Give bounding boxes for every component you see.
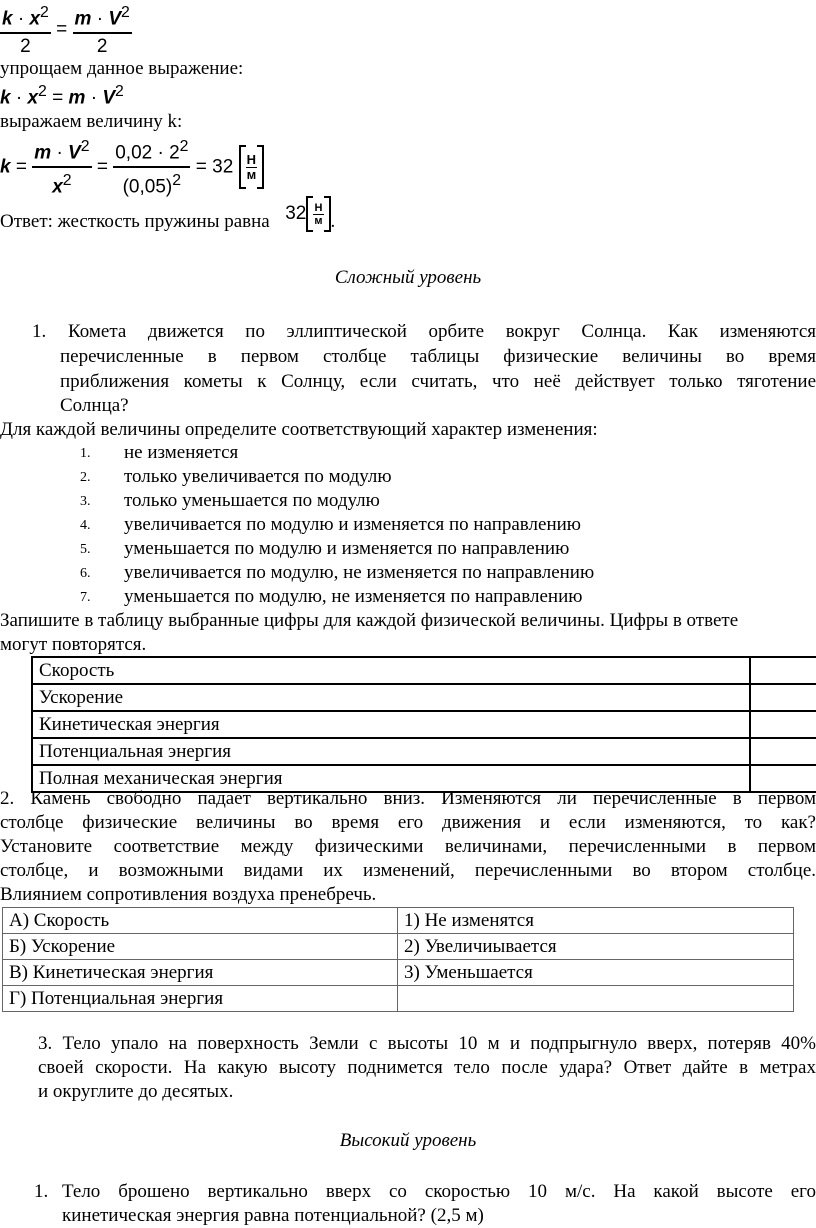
task3-line-3: и округлите до десятых. (38, 1081, 234, 1102)
formula-k-fraction-2: $\frac{0,02 \cdot 2^2}{(0,05)^2}$ (113, 134, 190, 201)
table-row (3, 908, 794, 934)
formula-rhs-fraction: $\frac{m \cdot V^2}{2}$ (73, 0, 132, 60)
simplify-text: упрощаем данное выражение: (0, 58, 244, 79)
task1-line-2: перечисленные в первом столбце таблицы физические величины во время (60, 346, 816, 367)
table-cell-quantity: Б) Ускорение (3, 934, 398, 960)
table-row (32, 711, 816, 738)
table-cell-quantity: В) Кинетическая энергия (3, 960, 398, 986)
table-row (32, 738, 816, 765)
task2-line-4: столбце, и возможными видами их изменений, перечисленными во втором столбце. (0, 860, 816, 881)
table-cell-answer[interactable] (750, 711, 816, 738)
answer-value: 32 $\frac{Н}{м}$ (285, 196, 330, 232)
option-text: только уменьшается по модулю (124, 490, 380, 511)
task2-matching-table (2, 907, 794, 1012)
formula-energy-equation (0, 0, 132, 60)
option-number: 7. (80, 590, 91, 605)
task1-write-line-1: Запишите в таблицу выбранные цифры для каждой физической величины. Цифры в ответе (0, 610, 739, 631)
table-cell-quantity: Потенциальная энергия (32, 738, 750, 765)
table-row (3, 960, 794, 986)
table-row (3, 986, 794, 1012)
option-text: увеличивается по модулю, не изменяется по направлению (124, 562, 595, 583)
option-number: 3. (80, 494, 91, 509)
table-cell-quantity: Скорость (32, 657, 750, 684)
task1-line-1: Комета движется по эллиптической орбите вокруг Солнца. Как изменяются (68, 321, 816, 342)
table-cell-quantity: Кинетическая энергия (32, 711, 750, 738)
table-cell-answer[interactable] (750, 657, 816, 684)
formula-k-fraction-1: $\frac{m \cdot V^2}{x^2}$ (32, 134, 91, 201)
task1-number: 1. (32, 321, 47, 342)
formula-lhs-fraction: $\frac{k \cdot x^2}{2}$ (0, 0, 51, 60)
table-cell-quantity: А) Скорость (3, 908, 398, 934)
option-text: уменьшается по модулю и изменяется по направлению (124, 538, 570, 559)
table-row (32, 657, 816, 684)
formula-k-unit: $\frac{Н}{м}$ (246, 151, 257, 182)
task4-number: 1. (34, 1181, 49, 1202)
answer-text: Ответ: жесткость пружины равна (0, 211, 270, 232)
formula-k: k = $\frac{m \cdot V^2}{x^2}$ = $\frac{0,02 \cdot 2^2}{(0,05)^2}$ = 32 $\frac{Н}{м}$ (0, 134, 264, 201)
table-cell-answer[interactable] (750, 738, 816, 765)
task3-line-1: 3. Тело упало на поверхность Земли с высоты 10 м и подпрыгнуло вверх, потеряв 40% (38, 1033, 816, 1054)
option-text: увеличивается по модулю и изменяется по направлению (124, 514, 581, 535)
task2-line-1: 2. Камень свободно падает вертикально вниз. Изменяются ли перечисленные в первом (0, 788, 816, 809)
option-number: 4. (80, 518, 91, 533)
table-cell-change: 2) Увеличиывается (398, 934, 794, 960)
option-number: 5. (80, 542, 91, 557)
table-cell-change: 3) Уменьшается (398, 960, 794, 986)
task1-answer-table (31, 656, 816, 793)
task3-line-2: своей скорости. На какую высоту поднимется тело после удара? Ответ дайте в метрах (38, 1057, 816, 1078)
option-text: только увеличивается по модулю (124, 466, 392, 487)
task1-line-4: Солнца? (60, 395, 129, 416)
option-text: уменьшается по модулю, не изменяется по направлению (124, 586, 583, 607)
section-high-heading: Высокий уровень (339, 1130, 477, 1151)
formula-simplified: $k \cdot x^2 = m \cdot V^2$ (0, 83, 124, 109)
formula-equals: = (56, 19, 68, 41)
table-row (32, 684, 816, 711)
option-number: 6. (80, 566, 91, 581)
express-text: выражаем величину k: (0, 111, 183, 132)
table-cell-answer[interactable] (750, 684, 816, 711)
table-cell-change: 1) Не изменятся (398, 908, 794, 934)
task2-line-2: столбце физические величины во время его движения и если изменяются, то как? (0, 812, 816, 833)
task4-line-1: Тело брошено вертикально вверх со скоростью 10 м/с. На какой высоте его (62, 1181, 816, 1202)
task4-line-2: кинетическая энергия равна потенциальной? (2,5 м) (62, 1205, 484, 1226)
section-hard-heading: Сложный уровень (334, 267, 482, 288)
table-cell-change (398, 986, 794, 1012)
task2-line-5: Влиянием сопротивления воздуха пренебречь. (0, 884, 377, 905)
task1-instruction: Для каждой величины определите соответствующий характер изменения: (0, 419, 598, 440)
answer-line: Ответ: жесткость пружины равна 32 $\frac{Н}{м}$ . (0, 198, 335, 234)
task1-write-line-2: могут повторятся. (0, 634, 147, 655)
table-cell-quantity: Полная механическая энергия (32, 765, 750, 792)
table-cell-quantity: Г) Потенциальная энергия (3, 986, 398, 1012)
task2-line-3: Установите соответствие между физическими величинами, перечисленными в первом (0, 836, 816, 857)
table-row (3, 934, 794, 960)
option-text: не изменяется (124, 442, 239, 463)
table-cell-quantity: Ускорение (32, 684, 750, 711)
option-number: 1. (80, 446, 91, 461)
task1-line-3: приближения кометы к Солнцу, если считать, что неё действует только тяготение (60, 371, 816, 392)
option-number: 2. (80, 470, 91, 485)
